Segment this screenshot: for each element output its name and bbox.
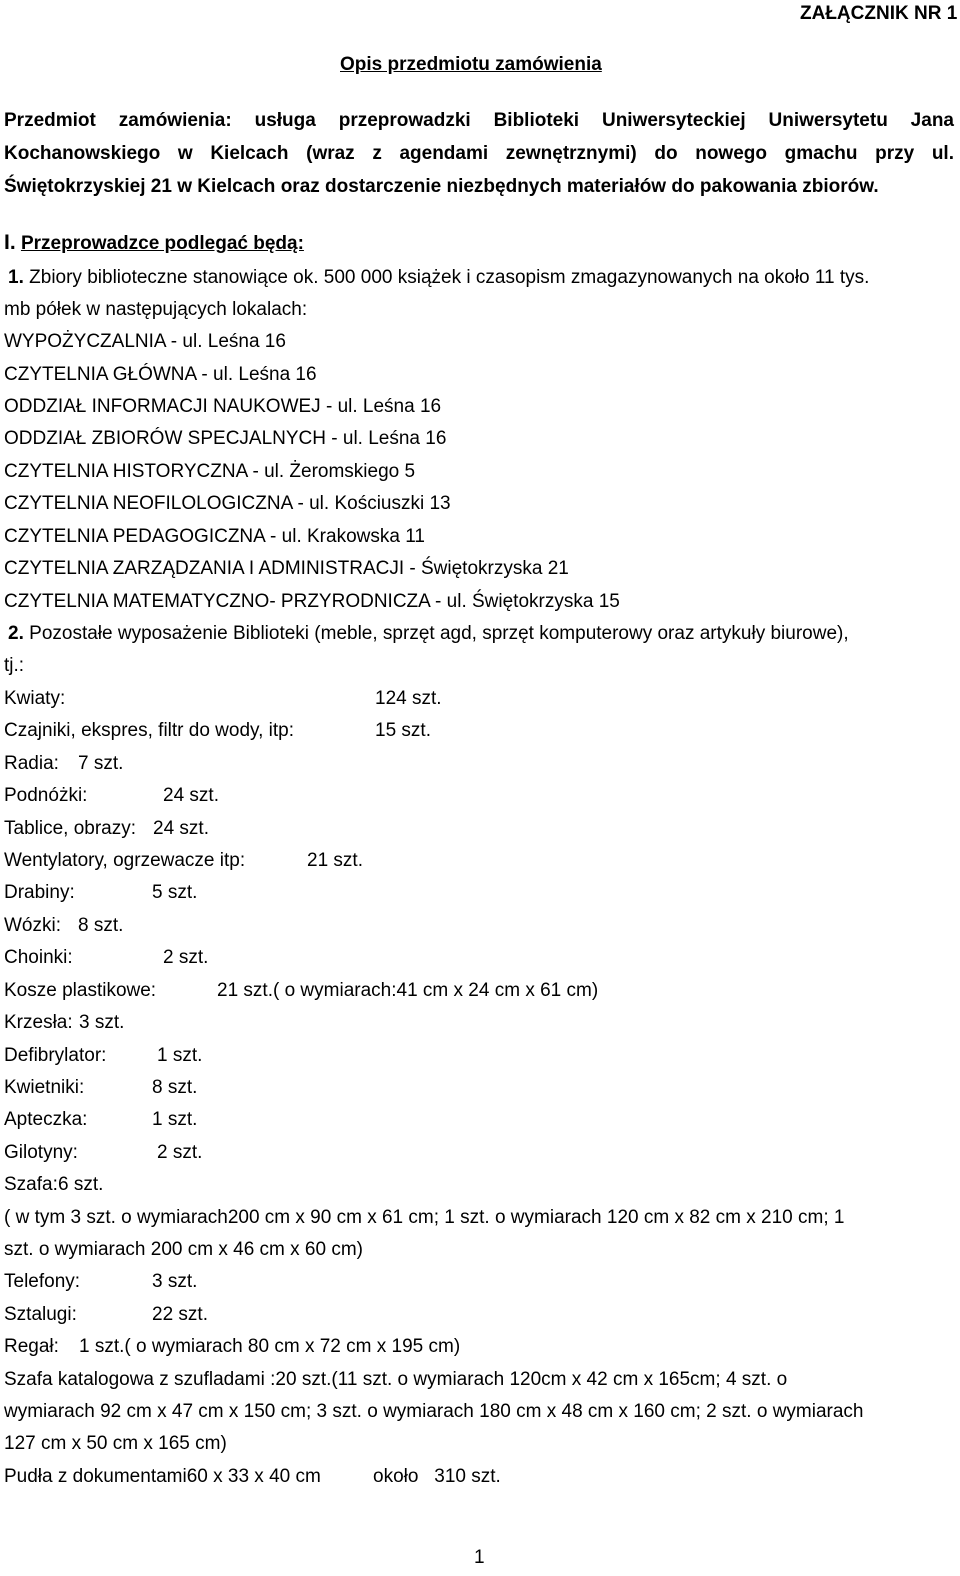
location-item: CZYTELNIA PEDAGOGICZNA - ul. Krakowska 11 — [4, 526, 425, 547]
intro-line: Świętokrzyskiej 21 w Kielcach oraz dostarczenie niezbędnych materiałów do pakowania zbiorów. — [4, 176, 879, 197]
equipment-label: Drabiny: — [4, 882, 75, 903]
equipment-label: Telefony: — [4, 1271, 81, 1292]
section-number: I. — [4, 231, 16, 254]
szafa-note: ( w tym 3 szt. o wymiarach200 cm x 90 cm x 61 cm; 1 szt. o wymiarach 120 cm x 82 cm x 210 cm; 1 — [4, 1207, 845, 1228]
equipment-label: Kwietniki: — [4, 1077, 85, 1098]
equipment-qty: 8 szt. — [152, 1077, 198, 1098]
equipment-label: Kwiaty: — [4, 688, 66, 709]
item-1-line: mb półek w następujących lokalach: — [4, 299, 308, 320]
section-title: Przeprowadzce podlegać będą: — [20, 233, 304, 254]
equipment-qty: 7 szt. — [78, 753, 124, 774]
equipment-qty: 24 szt. — [163, 785, 219, 806]
item-1-line — [8, 266, 869, 290]
equipment-qty: 124 szt. — [375, 688, 442, 709]
equipment-label: Tablice, obrazy: — [4, 818, 137, 839]
equipment-qty: 15 szt. — [375, 720, 431, 741]
equipment-qty: 1 szt. — [157, 1045, 203, 1066]
equipment-label: Szafa: — [4, 1174, 58, 1195]
intro-paragraph — [4, 104, 954, 203]
equipment-label: Regał: — [4, 1336, 59, 1357]
equipment-label: Krzesła: — [4, 1012, 73, 1033]
equipment-qty: 2 szt. — [157, 1142, 203, 1163]
equipment-qty: 21 szt. — [307, 850, 363, 871]
equipment-qty: 21 szt.( o wymiarach:41 cm x 24 cm x 61 cm) — [217, 980, 599, 1001]
equipment-qty: 6 szt. — [58, 1174, 104, 1195]
location-item: CZYTELNIA NEOFILOLOGICZNA - ul. Kościuszki 13 — [4, 493, 451, 514]
equipment-qty: 1 szt.( o wymiarach 80 cm x 72 cm x 195 cm) — [79, 1336, 461, 1357]
equipment-qty: 1 szt. — [152, 1109, 198, 1130]
szafa-note: szt. o wymiarach 200 cm x 46 cm x 60 cm) — [4, 1239, 363, 1260]
equipment-qty: 5 szt. — [152, 882, 198, 903]
equipment-label: Kosze plastikowe: — [4, 980, 157, 1001]
equipment-label: Choinki: — [4, 947, 73, 968]
page-title: Opis przedmiotu zamówienia — [340, 54, 602, 75]
boxes-label: Pudła z dokumentami60 x 33 x 40 cm — [4, 1466, 321, 1487]
equipment-label: Wentylatory, ogrzewacze itp: — [4, 850, 246, 871]
equipment-qty: 3 szt. — [79, 1012, 125, 1033]
item-text: Pozostałe wyposażenie Biblioteki (meble, sprzęt agd, sprzęt komputerowy oraz artykuły biurowe), — [29, 623, 849, 644]
item-text: Zbiory biblioteczne stanowiące ok. 500 000 książek i czasopism zmagazynowanych na około 11 tys. — [29, 267, 870, 288]
boxes-qty: około 310 szt. — [373, 1466, 501, 1487]
equipment-label: Podnóżki: — [4, 785, 88, 806]
location-item: ODDZIAŁ ZBIORÓW SPECJALNYCH - ul. Leśna 16 — [4, 428, 447, 449]
location-item: ODDZIAŁ INFORMACJI NAUKOWEJ - ul. Leśna 16 — [4, 396, 442, 417]
equipment-label: Apteczka: — [4, 1109, 88, 1130]
catalog-line: 127 cm x 50 cm x 165 cm) — [4, 1433, 227, 1454]
location-item: CZYTELNIA MATEMATYCZNO- PRZYRODNICZA - ul. Świętokrzyska 15 — [4, 591, 620, 612]
equipment-qty: 24 szt. — [153, 818, 209, 839]
catalog-line: wymiarach 92 cm x 47 cm x 150 cm; 3 szt. o wymiarach 180 cm x 48 cm x 160 cm; 2 szt. o wymiarach — [4, 1401, 864, 1422]
equipment-label: Sztalugi: — [4, 1304, 77, 1325]
equipment-label: Radia: — [4, 753, 59, 774]
location-item: CZYTELNIA HISTORYCZNA - ul. Żeromskiego 5 — [4, 461, 416, 482]
equipment-label: Wózki: — [4, 915, 61, 936]
equipment-qty: 22 szt. — [152, 1304, 208, 1325]
page-number: 1 — [474, 1547, 485, 1568]
equipment-label: Gilotyny: — [4, 1142, 78, 1163]
equipment-label: Czajniki, ekspres, filtr do wody, itp: — [4, 720, 295, 741]
item-2-line — [8, 622, 849, 646]
intro-line: Przedmiot zamówienia: usługa przeprowadzki Biblioteki Uniwersyteckiej Uniwersytetu Jana — [4, 110, 954, 131]
section-heading — [4, 231, 304, 256]
location-item: CZYTELNIA GŁÓWNA - ul. Leśna 16 — [4, 364, 317, 385]
location-item: CZYTELNIA ZARZĄDZANIA I ADMINISTRACJI - Świętokrzyska 21 — [4, 558, 569, 579]
catalog-line: Szafa katalogowa z szufladami :20 szt.(11 szt. o wymiarach 120cm x 42 cm x 165cm; 4 szt. o — [4, 1369, 788, 1390]
annex-label: ZAŁĄCZNIK NR 1 — [800, 3, 958, 24]
equipment-label: Defibrylator: — [4, 1045, 107, 1066]
equipment-qty: 8 szt. — [78, 915, 124, 936]
item-2-line: tj.: — [4, 655, 25, 676]
location-item: WYPOŻYCZALNIA - ul. Leśna 16 — [4, 331, 286, 352]
item-number: 1. — [8, 267, 24, 288]
intro-line: Kochanowskiego w Kielcach (wraz z agendami zewnętrznymi) do nowego gmachu przy ul. — [4, 143, 954, 164]
equipment-qty: 3 szt. — [152, 1271, 198, 1292]
equipment-qty: 2 szt. — [163, 947, 209, 968]
item-number: 2. — [8, 623, 24, 644]
